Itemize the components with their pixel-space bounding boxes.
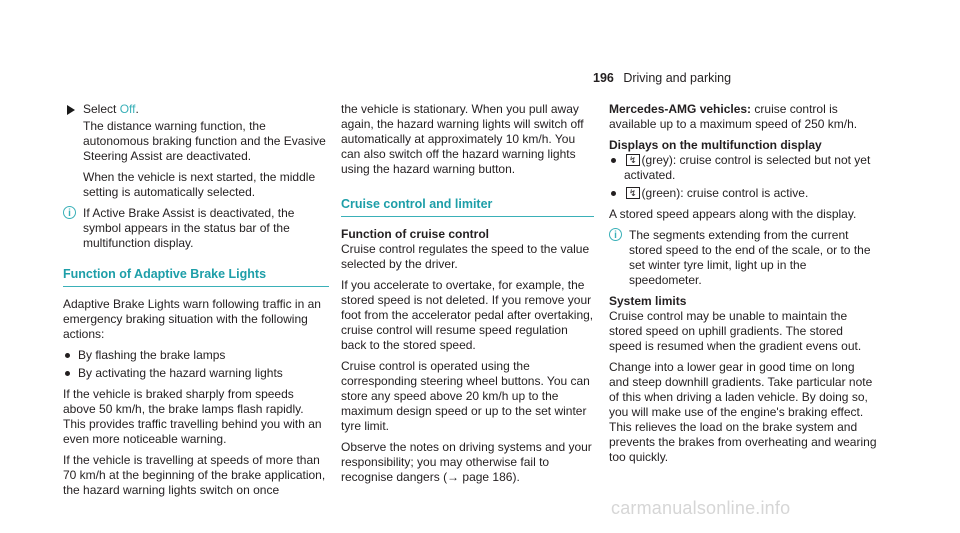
info-icon: i (63, 206, 76, 219)
paragraph: If the vehicle is travelling at speeds of more than 70 km/h at the beginning of the brake application, the hazard warning lights switch on once (63, 453, 326, 497)
paragraph: Change into a lower gear in good time on long and steep downhill gradients. Take particular note of this when driving a laden vehicle. By doing so, you will make use of the engine's braking effect. This relieves the load on the brake system and prevents the brakes from overheating and wearing too quickly. (609, 360, 877, 464)
step-text-2: When the vehicle is next started, the middle setting is automatically selected. (83, 170, 316, 199)
paragraph: If you accelerate to overtake, for example, the stored speed is not deleted. If you remove your foot from the accelerator pedal after overtaking, cruise control will resume speed regulation back to the stored speed. (341, 278, 594, 352)
note (609, 228, 877, 288)
list-item: By activating the hazard warning lights (63, 366, 329, 381)
subsection-title: Function of cruise control (341, 227, 490, 241)
bullet-icon (65, 371, 70, 376)
bullet-icon (611, 158, 616, 163)
bullet-icon (65, 353, 70, 358)
list-item: ↯ (green): cruise control is active. (609, 186, 877, 201)
step-text: The distance warning function, the autonomous braking function and the Evasive Steering Assist are deactivated. (83, 119, 326, 163)
step-arrow-icon (67, 105, 75, 115)
display-list (609, 153, 877, 201)
subsection-title: System limits (609, 294, 687, 308)
page-header (593, 71, 731, 86)
amg-label: Mercedes-AMG vehicles: (609, 102, 752, 116)
note-text: The segments extending from the current stored speed to the end of the scale, or to the set winter tyre limit, light up in the speedometer. (629, 228, 871, 287)
cruise-control-icon: ↯ (626, 154, 640, 166)
paragraph: Cruise control is operated using the corresponding steering wheel buttons. You can store any speed above 20 km/h up to the maximum design speed or up to the set winter tyre limit. (341, 359, 590, 433)
paragraph: Cruise control regulates the speed to the value selected by the driver. (341, 242, 590, 271)
paragraph: If the vehicle is braked sharply from speeds above 50 km/h, the brake lamps flash rapidly. This provides traffic travelling behind you with an even more noticeable warning. (63, 387, 322, 446)
step-prefix: Select (83, 102, 120, 116)
info-icon: i (609, 228, 622, 241)
list-item: ↯ (grey): cruise control is selected but not yet activated. (609, 153, 877, 183)
paragraph: Cruise control may be unable to maintain the stored speed on uphill gradients. The stored speed is resumed when the gradient evens out. (609, 309, 862, 353)
bullet-list (63, 348, 329, 381)
instruction-step: Select Off. The distance warning function, the autonomous braking function and the Evasive Steering Assist are deactivated. When the vehicle is next started, the middle setting is automatically selected. (63, 102, 329, 200)
note (63, 206, 329, 251)
paragraph: Observe the notes on driving systems and your responsibility; you may otherwise fail to recognise dangers (→ page 186). (341, 440, 592, 484)
paragraph: A stored speed appears along with the display. (609, 207, 857, 221)
column-3 (609, 102, 877, 471)
paragraph: the vehicle is stationary. When you pull away again, the hazard warning lights will switch off automatically at approximately 10 km/h. You can also switch off the hazard warning lights using the hazard warning button. (341, 102, 584, 176)
menu-option-off: Off (119, 102, 136, 116)
watermark: carmanualsonline.info (611, 498, 791, 518)
column-1 (63, 102, 329, 504)
subsection-title: Displays on the multifunction display (609, 138, 822, 152)
section-title: Cruise control and limiter (341, 197, 594, 217)
bullet-icon (611, 191, 616, 196)
cruise-control-icon: ↯ (626, 187, 640, 199)
paragraph: Mercedes-AMG vehicles: cruise control is available up to a maximum speed of 250 km/h. (609, 102, 858, 131)
chapter-title: Driving and parking (623, 71, 732, 85)
note-text: If Active Brake Assist is deactivated, the symbol appears in the status bar of the multifunction display. (83, 206, 295, 250)
section-title: Function of Adaptive Brake Lights (63, 267, 329, 287)
page-number: 196 (593, 71, 614, 85)
list-item: By flashing the brake lamps (63, 348, 329, 363)
intro-text: Adaptive Brake Lights warn following traffic in an emergency braking situation with the following actions: (63, 297, 321, 341)
column-2 (341, 102, 594, 491)
